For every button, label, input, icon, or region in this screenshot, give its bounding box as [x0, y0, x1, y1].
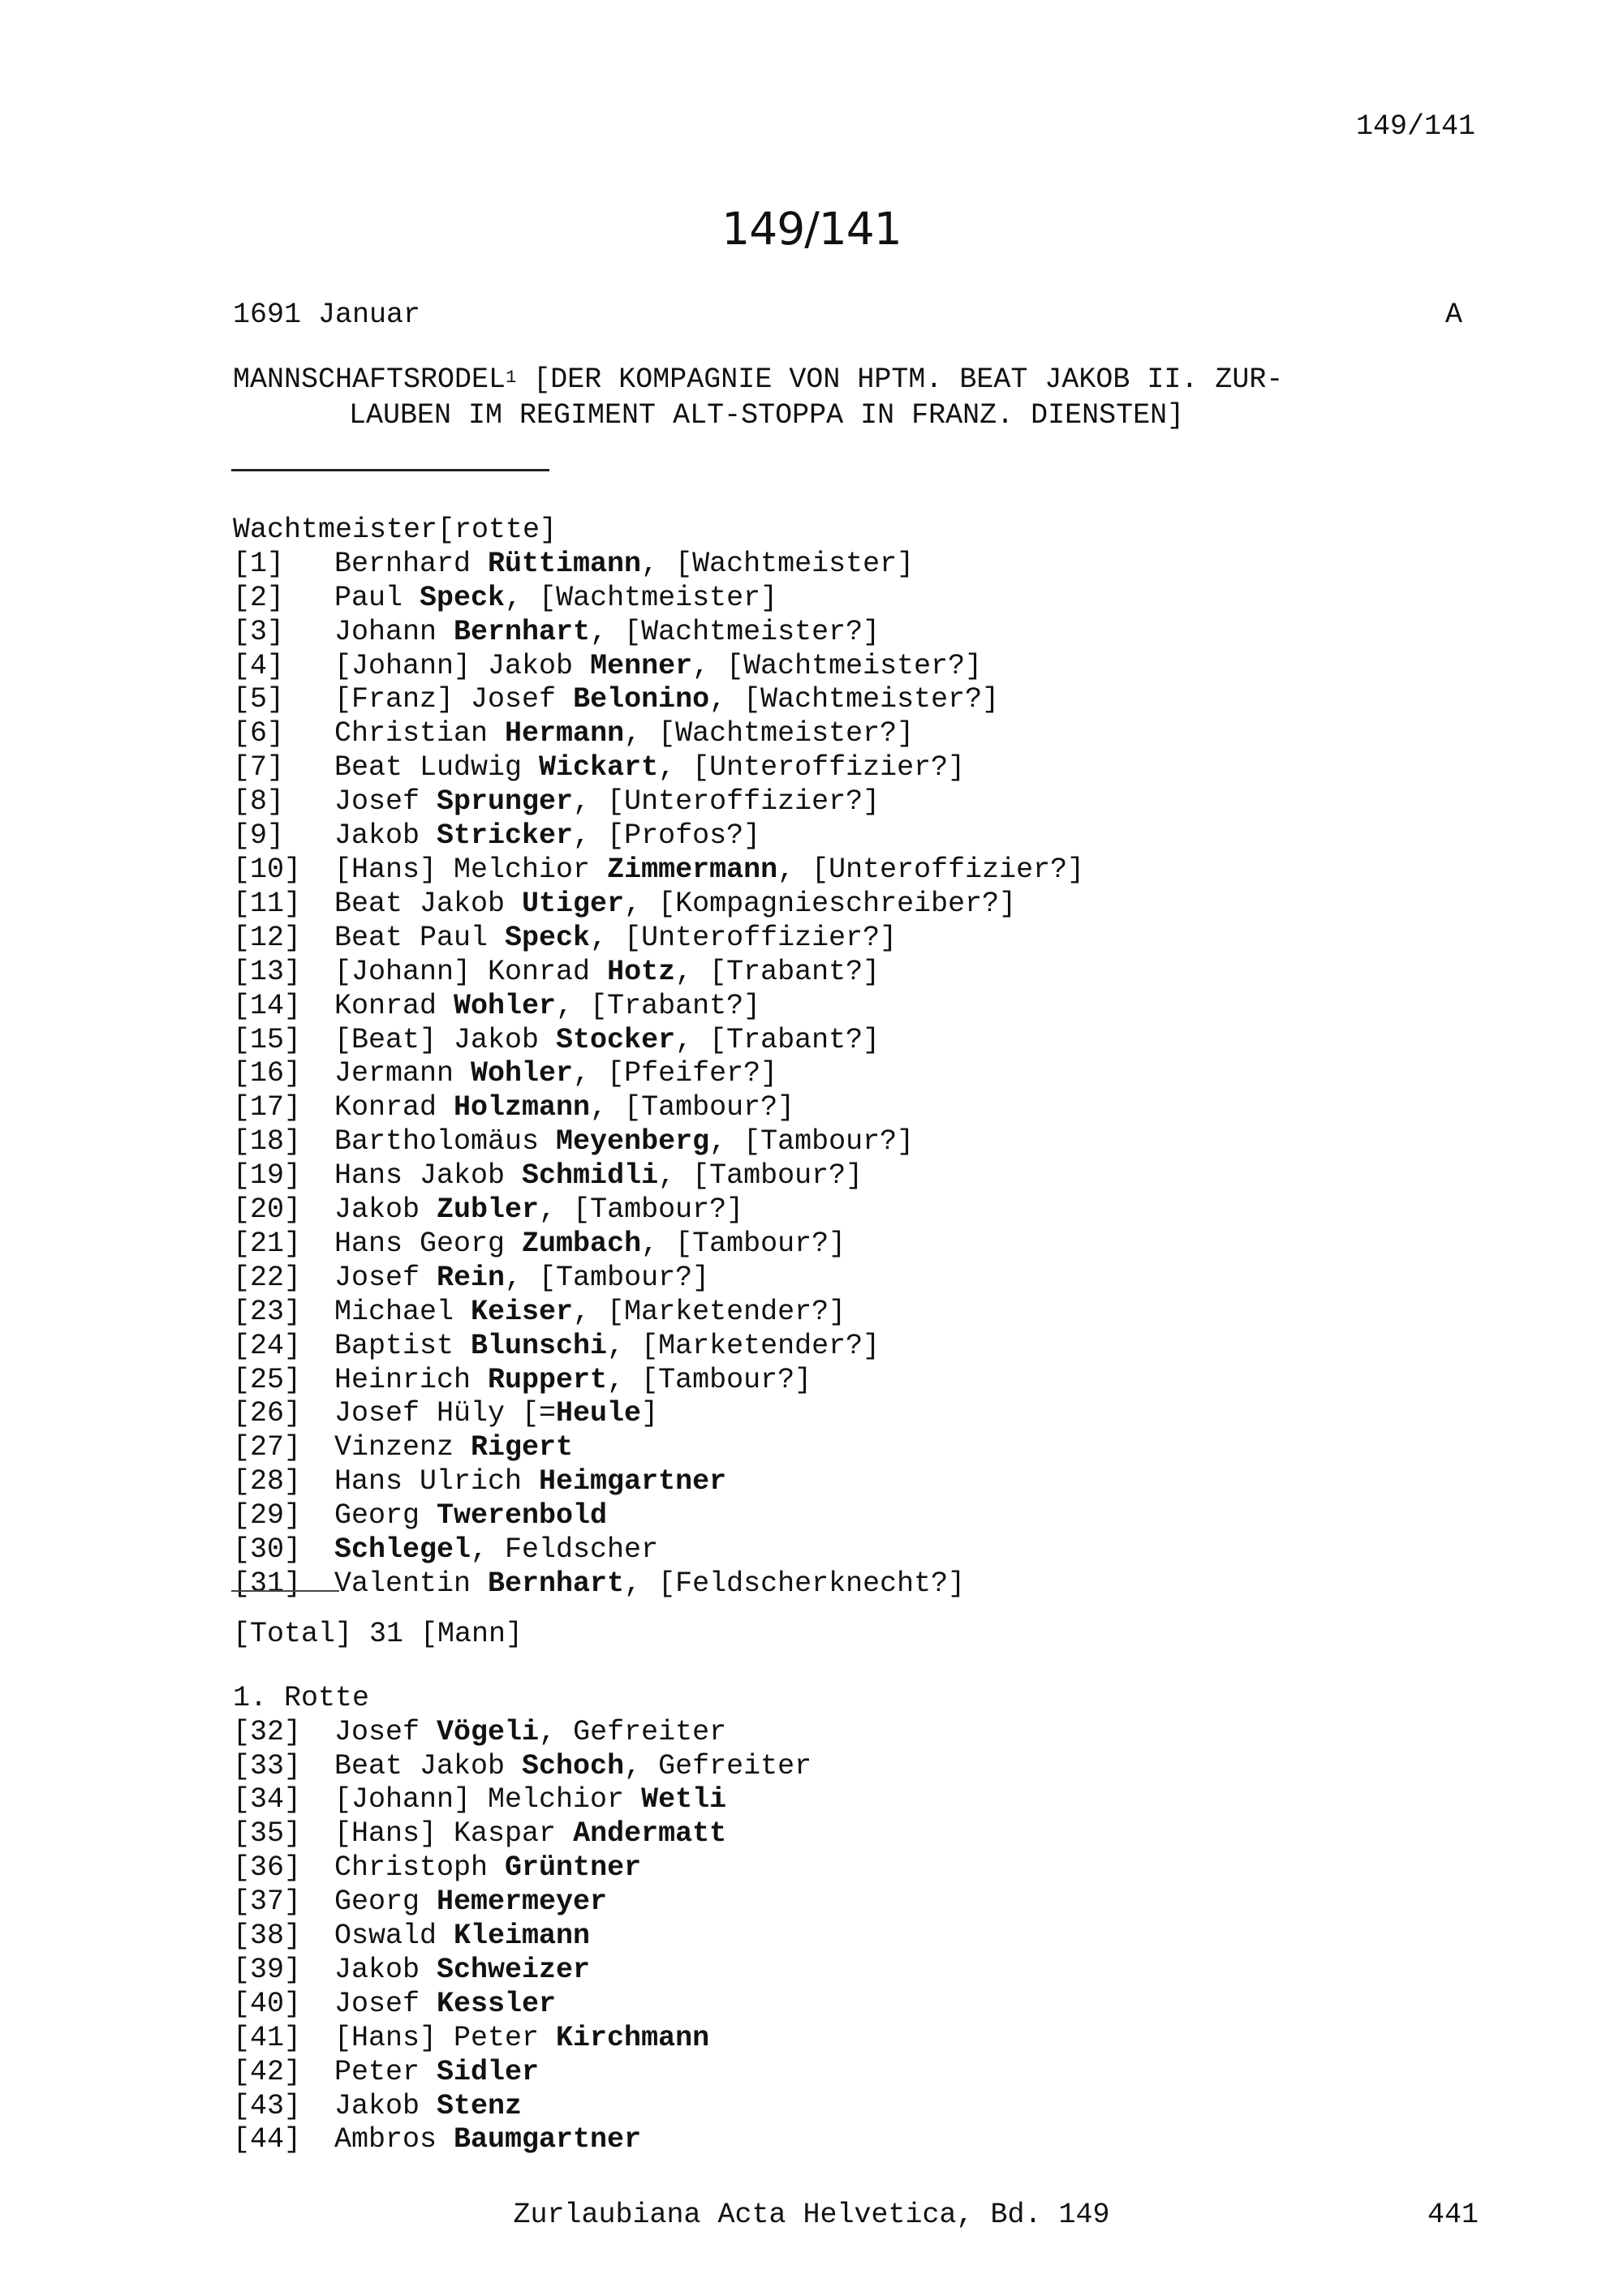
surname: Schweizer [437, 1954, 591, 1986]
surname: Bernhart [454, 616, 591, 648]
entry-number: [1] [233, 548, 285, 580]
entry-role: , [Wachtmeister?] [590, 616, 880, 648]
entry-name [334, 1091, 794, 1124]
first-name: [Hans] Peter [334, 2022, 557, 2054]
surname: Speck [505, 922, 591, 954]
first-name: Beat Jakob [334, 1750, 523, 1782]
title-rule [231, 469, 549, 471]
first-name: Oswald [334, 1920, 454, 1952]
entry-name [334, 717, 914, 750]
entry-name [334, 1159, 863, 1192]
entry-name [334, 582, 777, 614]
first-name: Beat Jakob [334, 888, 523, 920]
entry-number: [17] [233, 1091, 302, 1124]
roster-entry [233, 785, 880, 819]
roster-entry [233, 819, 760, 853]
entry-number: [6] [233, 717, 285, 750]
entry-number: [38] [233, 1920, 302, 1952]
roster-entry [233, 1498, 607, 1533]
entry-name [334, 1851, 641, 1884]
first-name: Johann [334, 616, 454, 648]
entry-name [334, 2022, 709, 2054]
entry-number: [13] [233, 956, 302, 988]
first-name: Heinrich [334, 1364, 489, 1396]
first-name: Hans Ulrich [334, 1465, 540, 1498]
entry-name [334, 1750, 812, 1782]
first-name: Hans Georg [334, 1228, 523, 1260]
entry-name [334, 1533, 658, 1566]
first-name: Josef [334, 1716, 437, 1748]
title-line-2: LAUBEN IM REGIMENT ALT-STOPPA IN FRANZ. DIENSTEN] [349, 399, 1185, 432]
roster-entry [233, 1124, 914, 1159]
entry-role: , [Profos?] [573, 819, 761, 852]
first-name: [Johann] Konrad [334, 956, 608, 988]
first-name: Vinzenz [334, 1431, 471, 1464]
entry-number: [12] [233, 922, 302, 954]
roster-entry [233, 1090, 794, 1124]
entry-role: , [Tambour?] [641, 1228, 846, 1260]
roster-entry [233, 1885, 607, 1919]
entry-name [334, 1228, 846, 1260]
entry-role: , [Wachtmeister?] [709, 683, 1000, 716]
entry-name [334, 1954, 590, 1986]
entry-number: [24] [233, 1330, 302, 1362]
roster-entry [233, 1261, 709, 1295]
entry-number: [33] [233, 1750, 302, 1782]
roster-entry [233, 1363, 812, 1397]
roster-entry [233, 1464, 726, 1498]
entry-name [334, 683, 999, 716]
entry-role: ] [641, 1397, 659, 1430]
surname: Sprunger [437, 785, 574, 818]
entry-number: [20] [233, 1193, 302, 1226]
roster-entry [233, 1533, 658, 1567]
entry-name [334, 1431, 573, 1464]
entry-role: , [Unteroffizier?] [777, 853, 1085, 886]
roster-entry [233, 921, 897, 955]
first-name: Beat Paul [334, 922, 506, 954]
roster-entry [233, 716, 914, 750]
entry-role: , [Trabant?] [675, 956, 880, 988]
surname: Holzmann [454, 1091, 591, 1124]
entry-name [334, 1024, 880, 1056]
entry-name [334, 751, 965, 784]
entry-role: , Gefreiter [624, 1750, 812, 1782]
entry-role: , [Trabant?] [675, 1024, 880, 1056]
surname: Kleimann [454, 1920, 591, 1952]
roster-entry [233, 1567, 965, 1601]
entry-role: , [Tambour?] [709, 1125, 915, 1158]
entry-number: [36] [233, 1851, 302, 1884]
surname: Stenz [437, 2090, 523, 2122]
surname: Wohler [471, 1057, 574, 1090]
entry-name [334, 2090, 522, 2122]
roster-entry [233, 1295, 846, 1329]
roster-entry [233, 955, 880, 989]
first-name: Jakob [334, 819, 437, 852]
entry-role: , [Unteroffizier?] [590, 922, 898, 954]
roster-entry [233, 1782, 726, 1817]
entry-role: , [Wachtmeister?] [692, 650, 983, 682]
roster-entry [233, 1193, 743, 1227]
surname: Stricker [437, 819, 574, 852]
surname: Sidler [437, 2056, 540, 2088]
entry-number: [41] [233, 2022, 302, 2054]
entry-role: , [Pfeifer?] [573, 1057, 778, 1090]
entry-name [334, 990, 760, 1022]
entry-name [334, 650, 982, 682]
surname: Wetli [641, 1783, 727, 1816]
entry-number: [37] [233, 1885, 302, 1918]
entry-number: [8] [233, 785, 285, 818]
entry-number: [23] [233, 1296, 302, 1328]
entry-role: , [Kompagnieschreiber?] [624, 888, 1017, 920]
entry-number: [21] [233, 1228, 302, 1260]
entry-name [334, 1397, 658, 1430]
entry-role: , [Tambour?] [658, 1159, 863, 1192]
entry-role: , [Tambour?] [607, 1364, 812, 1396]
entry-number: [44] [233, 2123, 302, 2156]
entry-number: [42] [233, 2056, 302, 2088]
roster-entry [233, 853, 1084, 887]
entry-name [334, 616, 880, 648]
roster-entry [233, 1227, 846, 1261]
entry-number: [10] [233, 853, 302, 886]
first-name: Christian [334, 717, 506, 750]
surname: Hotz [607, 956, 676, 988]
title-main: MANNSCHAFTSRODEL [233, 363, 506, 396]
first-name: Georg [334, 1499, 437, 1532]
entry-name [334, 1364, 812, 1396]
entry-number: [29] [233, 1499, 302, 1532]
first-name: Georg [334, 1885, 437, 1918]
entry-name [334, 956, 880, 988]
first-name: Peter [334, 2056, 437, 2088]
first-name: Valentin [334, 1567, 489, 1600]
entry-name [334, 888, 1016, 920]
first-name: Bernhard [334, 548, 489, 580]
entry-name [334, 2123, 641, 2156]
roster-entry [233, 2055, 539, 2089]
entry-role: , [Feldscherknecht?] [624, 1567, 966, 1600]
surname: Meyenberg [556, 1125, 710, 1158]
entry-name [334, 1465, 726, 1498]
surname: Zumbach [522, 1228, 642, 1260]
surname: Belonino [573, 683, 710, 716]
roster-entry [233, 547, 914, 581]
entry-number: [34] [233, 1783, 302, 1816]
roster-entry [233, 2089, 522, 2123]
entry-role: , [Wachtmeister] [641, 548, 915, 580]
entry-name [334, 1783, 726, 1816]
roster-entry [233, 1715, 726, 1749]
entry-name [334, 1296, 846, 1328]
surname: Twerenbold [437, 1499, 608, 1532]
first-name: Jermann [334, 1057, 471, 1090]
header-reference: 149/141 [1355, 110, 1475, 143]
entry-role: , [Wachtmeister?] [624, 717, 915, 750]
roster-entry [233, 1987, 556, 2021]
entry-number: [31] [233, 1567, 302, 1600]
surname: Zubler [437, 1193, 540, 1226]
surname: Baumgartner [454, 2123, 642, 2156]
roster-entry [233, 989, 760, 1023]
first-name: [Hans] Kaspar [334, 1817, 574, 1850]
surname: Ruppert [488, 1364, 608, 1396]
surname: Andermatt [573, 1817, 727, 1850]
roster-entry [233, 1396, 658, 1430]
entry-role: , [Unteroffizier?] [658, 751, 966, 784]
surname: Hemermeyer [437, 1885, 608, 1918]
surname: Schmidli [522, 1159, 659, 1192]
entry-name [334, 1125, 914, 1158]
entry-number: [7] [233, 751, 285, 784]
first-name: Michael [334, 1296, 471, 1328]
entry-role: , [Tambour?] [590, 1091, 795, 1124]
roster-entry [233, 2021, 709, 2055]
surname: Wickart [539, 751, 659, 784]
first-name: Josef [334, 1988, 437, 2020]
entry-role: , [Marketender?] [573, 1296, 846, 1328]
roster-entry [233, 1430, 573, 1464]
roster-entry [233, 1159, 863, 1193]
entry-number: [43] [233, 2090, 302, 2122]
entry-number: [32] [233, 1716, 302, 1748]
surname: Zimmermann [607, 853, 778, 886]
first-name: [Franz] Josef [334, 683, 574, 716]
roster-entry [233, 615, 880, 649]
entry-role: , Gefreiter [539, 1716, 727, 1748]
entry-number: [15] [233, 1024, 302, 1056]
entry-number: [40] [233, 1988, 302, 2020]
entry-role: , [Tambour?] [539, 1193, 744, 1226]
roster-entry [233, 1953, 590, 1987]
surname: Grüntner [505, 1851, 642, 1884]
first-name: [Johann] Jakob [334, 650, 591, 682]
entry-number: [14] [233, 990, 302, 1022]
first-name: Konrad [334, 990, 454, 1022]
entry-name [334, 2056, 539, 2088]
entry-number: [5] [233, 683, 285, 716]
surname: Speck [420, 582, 506, 614]
entry-name [334, 853, 1084, 886]
entry-role: , [Trabant?] [556, 990, 761, 1022]
footnote-marker: 1 [506, 368, 517, 388]
first-name: Hans Jakob [334, 1159, 523, 1192]
entry-name [334, 1920, 590, 1952]
surname: Rein [437, 1262, 506, 1294]
first-name: Josef Hüly [= [334, 1397, 557, 1430]
entry-name [334, 922, 897, 954]
first-name: Jakob [334, 1193, 437, 1226]
surname: Heimgartner [539, 1465, 727, 1498]
entry-role: , [Tambour?] [505, 1262, 710, 1294]
entry-number: [11] [233, 888, 302, 920]
section-total: [Total] 31 [Mann] [233, 1618, 523, 1650]
first-name: Baptist [334, 1330, 471, 1362]
surname: Stocker [556, 1024, 676, 1056]
entry-name [334, 1330, 880, 1362]
surname: Rüttimann [488, 548, 642, 580]
entry-number: [22] [233, 1262, 302, 1294]
first-name: Paul [334, 582, 420, 614]
first-name: Konrad [334, 1091, 454, 1124]
entry-role: , Feldscher [471, 1533, 659, 1566]
roster-entry [233, 682, 999, 716]
surname: Wohler [454, 990, 557, 1022]
entry-name [334, 1988, 556, 2020]
entry-number: [3] [233, 616, 285, 648]
entry-name [334, 1262, 709, 1294]
entry-number: [26] [233, 1397, 302, 1430]
surname: Bernhart [488, 1567, 625, 1600]
surname: Heule [556, 1397, 642, 1430]
section-heading: Wachtmeister[rotte] [233, 514, 558, 546]
roster-entry [233, 649, 982, 683]
entry-name [334, 785, 880, 818]
surname: Kirchmann [556, 2022, 710, 2054]
entry-number: [18] [233, 1125, 302, 1158]
entry-name [334, 1193, 743, 1226]
entry-number: [39] [233, 1954, 302, 1986]
document-letter: A [1444, 299, 1462, 331]
first-name: Beat Ludwig [334, 751, 540, 784]
surname: Schoch [522, 1750, 625, 1782]
entry-number: [2] [233, 582, 285, 614]
entry-name [334, 548, 914, 580]
entry-name [334, 1885, 607, 1918]
entry-underline [231, 1590, 339, 1592]
roster-entry [233, 1329, 880, 1363]
entry-number: [9] [233, 819, 285, 852]
surname: Rigert [471, 1431, 574, 1464]
first-name: [Johann] Melchior [334, 1783, 642, 1816]
entry-number: [25] [233, 1364, 302, 1396]
roster-entry [233, 1919, 590, 1953]
roster-entry [233, 1749, 812, 1783]
document-date: 1691 Januar [233, 299, 421, 331]
first-name: Ambros [334, 2123, 454, 2156]
entry-number: [30] [233, 1533, 302, 1566]
first-name: Jakob [334, 1954, 437, 1986]
roster-entry [233, 1851, 641, 1885]
entry-number: [19] [233, 1159, 302, 1192]
surname: Vögeli [437, 1716, 540, 1748]
roster-entry [233, 581, 777, 615]
first-name: Josef [334, 1262, 437, 1294]
surname: Schlegel [334, 1533, 471, 1566]
entry-number: [4] [233, 650, 285, 682]
roster-entry [233, 2122, 641, 2156]
entry-name [334, 1499, 607, 1532]
first-name: Bartholomäus [334, 1125, 557, 1158]
first-name: Christoph [334, 1851, 506, 1884]
surname: Keiser [471, 1296, 574, 1328]
entry-role: , [Unteroffizier?] [573, 785, 880, 818]
first-name: Jakob [334, 2090, 437, 2122]
entry-number: [16] [233, 1057, 302, 1090]
roster-entry [233, 750, 965, 785]
roster-entry [233, 1056, 777, 1090]
surname: Utiger [522, 888, 625, 920]
entry-name [334, 1716, 726, 1748]
surname: Blunschi [471, 1330, 608, 1362]
section-heading: 1. Rotte [233, 1682, 370, 1714]
entry-name [334, 819, 760, 852]
entry-name [334, 1817, 726, 1850]
first-name: [Hans] Melchior [334, 853, 608, 886]
roster-entry [233, 1817, 726, 1851]
entry-name [334, 1057, 777, 1090]
entry-role: , [Wachtmeister] [505, 582, 778, 614]
title-rest: [DER KOMPAGNIE VON HPTM. BEAT JAKOB II. ZUR- [516, 363, 1284, 396]
first-name: [Beat] Jakob [334, 1024, 557, 1056]
roster-entry [233, 1023, 880, 1057]
surname: Kessler [437, 1988, 557, 2020]
entry-number: [28] [233, 1465, 302, 1498]
first-name: Josef [334, 785, 437, 818]
document-title [233, 362, 1474, 433]
entry-role: , [Marketender?] [607, 1330, 880, 1362]
document-number: 149/141 [721, 203, 902, 255]
footer-title: Zurlaubiana Acta Helvetica, Bd. 149 [513, 2199, 1110, 2231]
page-number: 441 [1427, 2199, 1479, 2231]
entry-number: [27] [233, 1431, 302, 1464]
roster-entry [233, 887, 1016, 921]
entry-number: [35] [233, 1817, 302, 1850]
surname: Menner [590, 650, 693, 682]
surname: Hermann [505, 717, 625, 750]
entry-name [334, 1567, 965, 1600]
